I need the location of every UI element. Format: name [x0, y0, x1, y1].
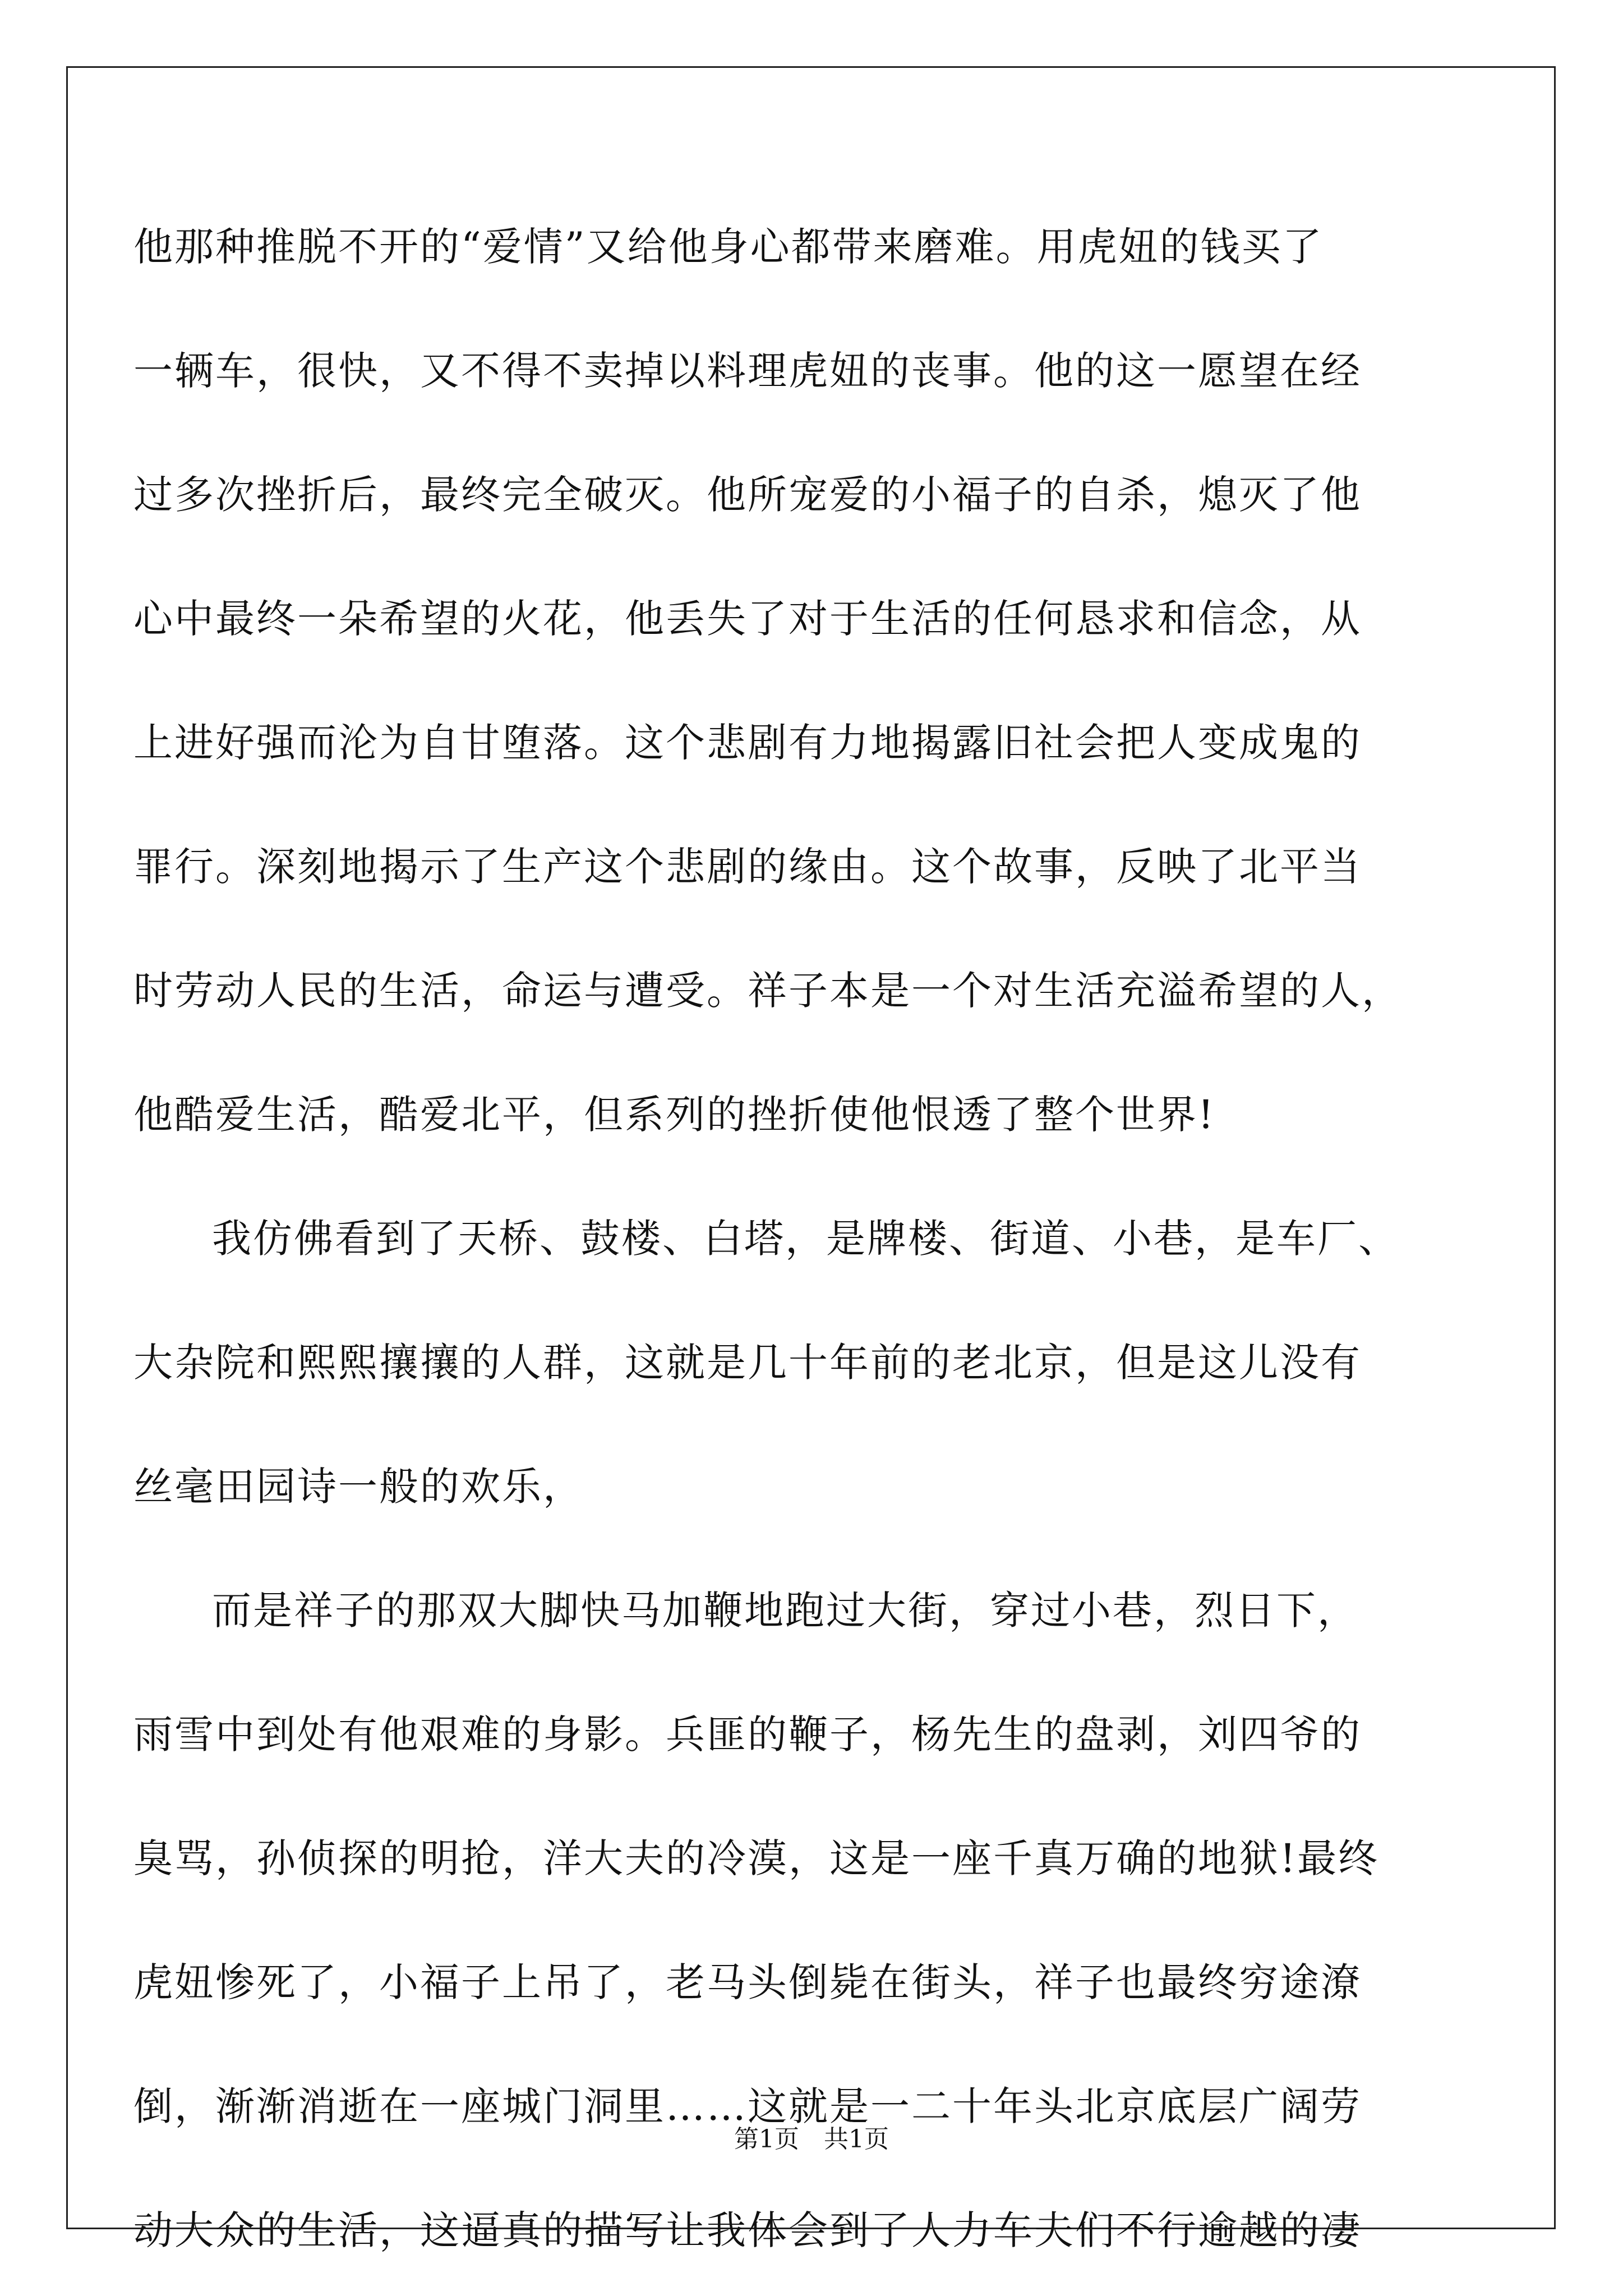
text-line: 他酷爱生活，酷爱北平，但系列的挫折使他恨透了整个世界!: [133, 1092, 1216, 1138]
text-line: 他那种推脱不开的“爱情”又给他身心都带来磨难。用虎妞的钱买了: [133, 224, 1324, 270]
text-line: 倒，渐渐消逝在一座城门洞里……这就是一二十年头北京底层广阔劳: [133, 2083, 1362, 2129]
document-body: [133, 185, 1491, 2293]
text-line-paragraph-start: 而是祥子的那双大脚快马加鞭地跑过大街，穿过小巷，烈日下，: [212, 1588, 1358, 1634]
text-line: 上进好强而沦为自甘堕落。这个悲剧有力地揭露旧社会把人变成鬼的: [133, 720, 1362, 766]
text-line: 虎妞惨死了，小福子上吊了，老马头倒毙在街头，祥子也最终穷途潦: [133, 1959, 1362, 2005]
text-line: 动大众的生活，这逼真的描写让我体会到了人力车夫们不行逾越的凄: [133, 2207, 1362, 2253]
text-line: 时劳动人民的生活，命运与遭受。祥子本是一个对生活充溢希望的人，: [133, 968, 1403, 1014]
text-line: 罪行。深刻地揭示了生产这个悲剧的缘由。这个故事，反映了北平当: [133, 844, 1362, 890]
text-line: 过多次挫折后，最终完全破灭。他所宠爱的小福子的自杀，熄灭了他: [133, 472, 1362, 518]
text-line-paragraph-start: 我仿佛看到了天桥、鼓楼、白塔，是牌楼、街道、小巷，是车厂、: [212, 1216, 1399, 1262]
text-line: 心中最终一朵希望的火花，他丢失了对于生活的任何恳求和信念，从: [133, 596, 1362, 642]
text-line: 雨雪中到处有他艰难的身影。兵匪的鞭子，杨先生的盘剥，刘四爷的: [133, 1711, 1362, 1757]
text-line: 一辆车，很快，又不得不卖掉以料理虎妞的丧事。他的这一愿望在经: [133, 348, 1362, 394]
text-line: 臭骂，孙侦探的明抢，洋大夫的冷漠，这是一座千真万确的地狱!最终: [133, 1835, 1380, 1881]
page-number-footer: 第1页 共1页: [734, 2125, 889, 2154]
text-line: 丝毫田园诗一般的欢乐，: [133, 1464, 584, 1510]
text-line: 大杂院和熙熙攘攘的人群，这就是几十年前的老北京，但是这儿没有: [133, 1340, 1362, 1386]
